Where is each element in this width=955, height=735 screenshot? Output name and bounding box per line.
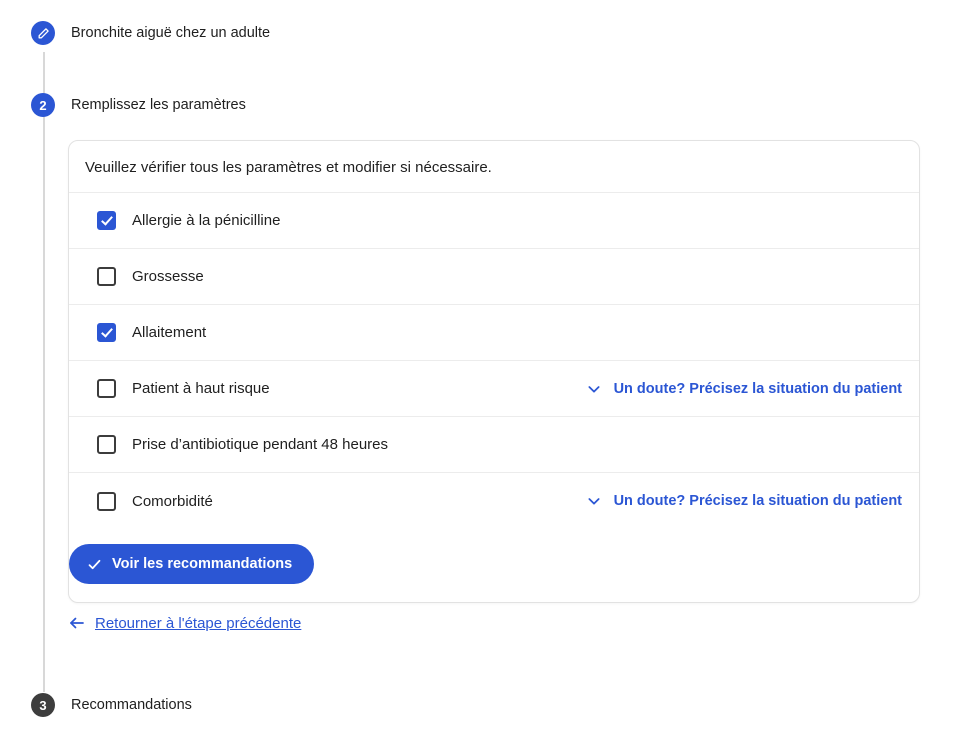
parameter-label: Comorbidité xyxy=(132,492,213,510)
parameter-row-allergie[interactable] xyxy=(69,193,919,249)
chevron-down-icon xyxy=(586,493,602,509)
checkbox-allaitement[interactable] xyxy=(97,323,116,342)
chevron-down-icon xyxy=(586,381,602,397)
step-2-label: Remplissez les paramètres xyxy=(71,97,246,113)
parameter-row-antibiotique[interactable] xyxy=(69,417,919,473)
parameter-row-comorbidite[interactable] xyxy=(69,473,919,529)
checkbox-comorbidite[interactable] xyxy=(97,492,116,511)
check-icon xyxy=(87,557,102,572)
parameter-label: Grossesse xyxy=(132,268,204,285)
parameter-label: Prise d’antibiotique pendant 48 heures xyxy=(132,436,389,453)
card-footer xyxy=(69,529,919,602)
parameter-row-allaitement[interactable] xyxy=(69,305,919,361)
step-2-marker[interactable] xyxy=(31,93,55,117)
stepper-connector-line xyxy=(43,52,45,692)
parameters-list xyxy=(69,192,919,529)
back-link[interactable] xyxy=(68,614,301,632)
parameter-label: Allergie à la pénicilline xyxy=(132,212,281,229)
view-recommendations-button[interactable] xyxy=(69,544,314,584)
parameters-card xyxy=(68,140,920,603)
step-2-number: 2 xyxy=(39,97,47,113)
parameter-label: Allaitement xyxy=(132,324,207,341)
arrow-left-icon xyxy=(68,614,86,632)
checkbox-haut-risque[interactable] xyxy=(97,379,116,398)
parameter-row-grossesse[interactable] xyxy=(69,249,919,305)
back-link-label: Retourner à l'étape précédente xyxy=(95,614,302,632)
step-3-marker[interactable] xyxy=(31,693,55,717)
hint-text: Un doute? Précisez la situation du patient xyxy=(613,380,902,397)
parameter-row-haut-risque[interactable] xyxy=(69,361,919,417)
checkbox-allergie[interactable] xyxy=(97,211,116,230)
step-1-marker[interactable] xyxy=(31,21,55,45)
checkbox-antibiotique[interactable] xyxy=(97,435,116,454)
hint-link-haut-risque[interactable] xyxy=(586,381,903,397)
step-3-number: 3 xyxy=(39,697,47,713)
pencil-icon xyxy=(37,27,50,40)
step-3-label: Recommandations xyxy=(71,697,192,713)
checkbox-grossesse[interactable] xyxy=(97,267,116,286)
parameter-label: Patient à haut risque xyxy=(132,380,270,397)
view-recommendations-label: Voir les recommandations xyxy=(112,556,293,572)
hint-text: Un doute? Précisez la situation du patient xyxy=(613,493,902,509)
step-1-label: Bronchite aiguë chez un adulte xyxy=(71,25,271,41)
card-intro-text: Veuillez vérifier tous les paramètres et modifier si nécessaire. xyxy=(85,159,492,176)
hint-link-comorbidite[interactable] xyxy=(586,493,903,509)
